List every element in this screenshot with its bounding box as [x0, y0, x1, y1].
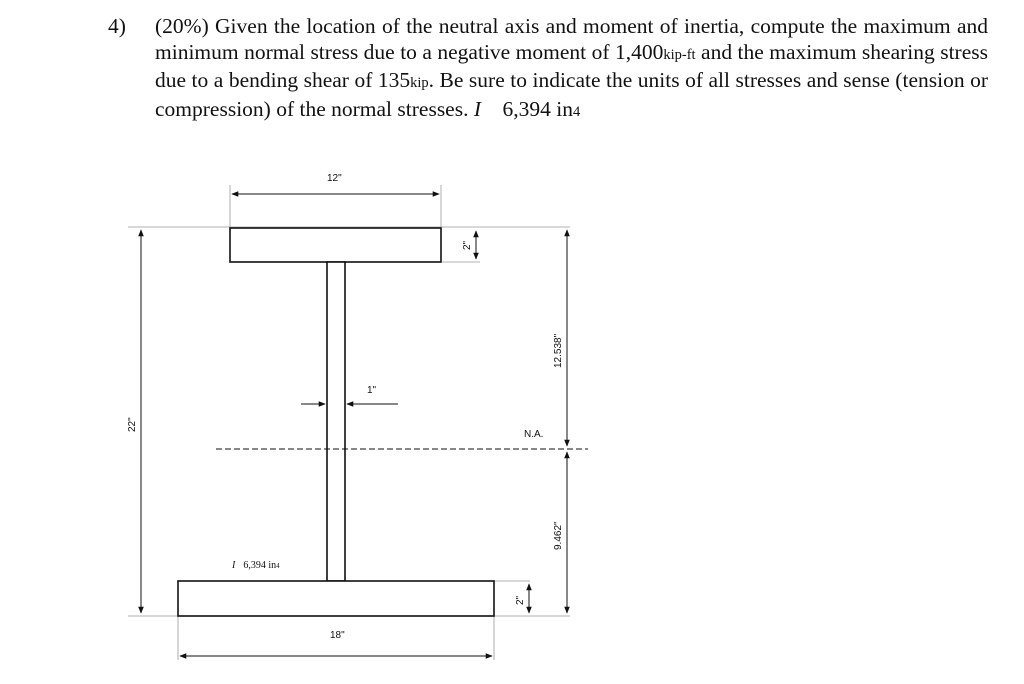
problem-text-part-1: (20%) Given the location of the neutral axis and moment of inertia, compute the maximum and minimum normal stress due to a negative moment of 1,400 [155, 14, 988, 64]
problem-text-part-2: and the maximum shearing stress due to a bending shear of 135 [155, 39, 988, 92]
total-height-label: 22" [127, 417, 138, 432]
cross-section [178, 228, 494, 616]
top-to-na-label: 12.538" [553, 333, 564, 368]
diagram-inertia-value: 6,394 in [243, 560, 277, 571]
diagram-inertia-note [231, 560, 280, 571]
web-thickness-label: 1" [367, 385, 377, 396]
neutral-axis-label: N.A. [524, 429, 544, 440]
inertia-value: 6,394 in [502, 96, 574, 121]
diagram-inertia-symbol: I [232, 560, 236, 571]
top-flange-thickness-label: 2" [462, 240, 473, 250]
shear-unit: kip [410, 75, 429, 91]
bottom-flange-width-label: 18" [330, 630, 345, 641]
diagram-inertia-exponent: 4 [276, 562, 280, 570]
moment-unit: kip-ft [663, 46, 696, 63]
top-flange-width-label: 12" [327, 173, 342, 184]
problem-text-part-3: . Be sure to indicate the units of all stresses and sense (tension or compression) of the normal stresses. [155, 68, 988, 121]
bottom-flange-thickness-label: 2" [515, 595, 526, 605]
na-to-bottom-label: 9.462" [553, 521, 564, 550]
inertia-symbol: I [473, 96, 482, 121]
inertia-unit-exponent: 4 [573, 103, 581, 120]
problem-number: 4) [108, 14, 126, 38]
bottom-flange [178, 581, 494, 616]
web [327, 262, 345, 581]
top-flange [230, 228, 441, 262]
